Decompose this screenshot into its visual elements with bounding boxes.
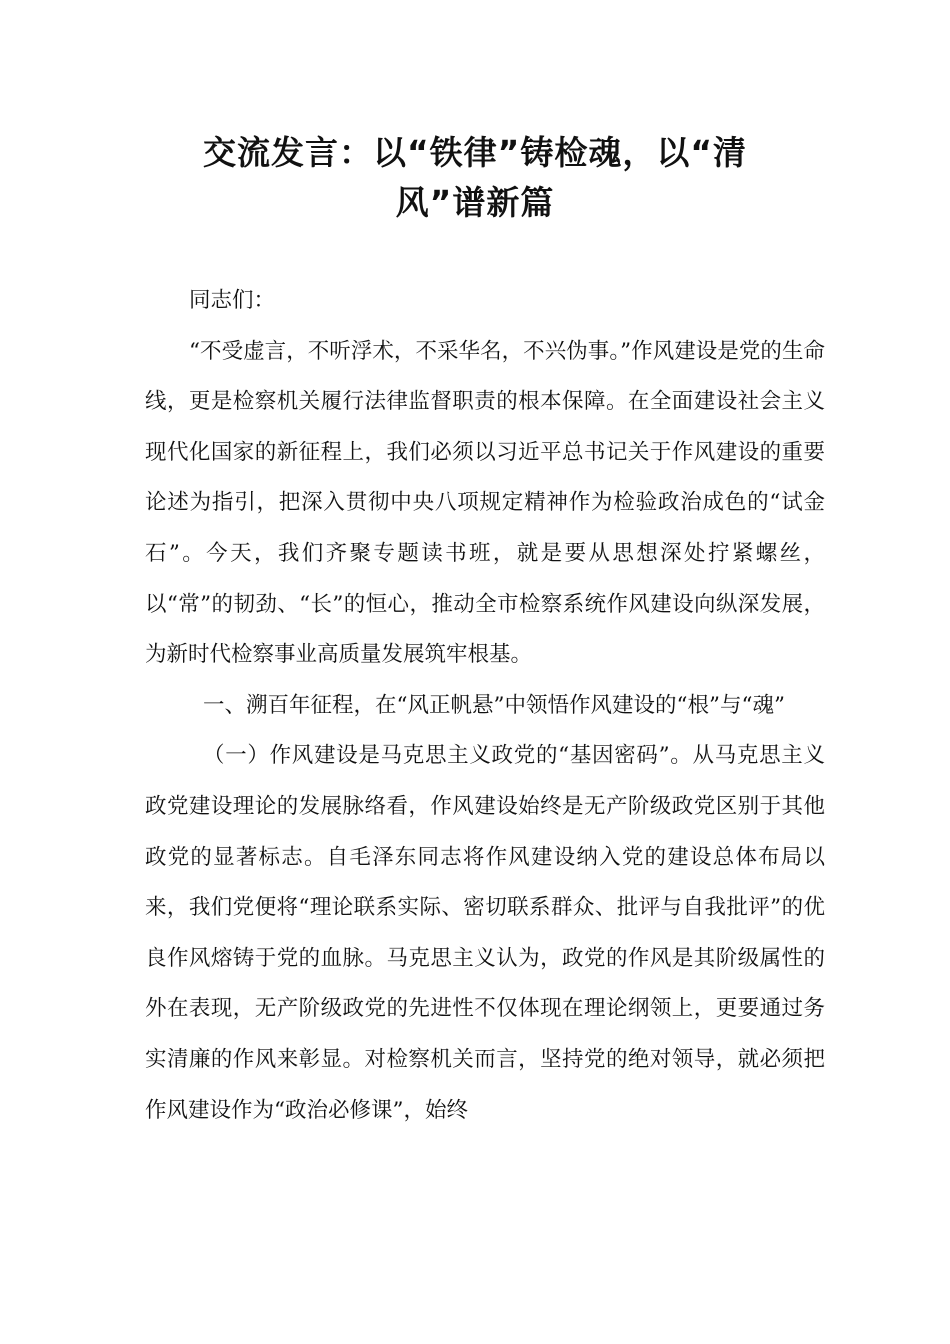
document-title — [150, 128, 800, 228]
paragraph-intro: “不受虚言，不听浮术，不采华名，不兴伪事。”作风建设是党的生命线，更是检察机关履行法律监督职责的根本保障。在全面建设社会主义现代化国家的新征程上，我们必须以习近平总书记关于作风建设的重要论述为指引，把深入贯彻中央八项规定精神作为检验政治成色的“试金石”。今天，我们齐聚专题读书班，就是要从思想深处拧紧螺丝，以“常”的韧劲、“长”的恒心，推动全市检察系统作风建设向纵深发展，为新时代检察事业高质量发展筑牢根基。 — [145, 338, 825, 668]
subsection-1: （一）作风建设是马克思主义政党的“基因密码”。从马克思主义政党建设理论的发展脉络看，作风建设始终是无产阶级政党区别于其他政党的显著标志。自毛泽东同志将作风建设纳入党的建设总体布局以来，我们党便将“理论联系实际、密切联系群众、批评与自我批评”的优良作风熔铸于党的血脉。马克思主义认为，政党的作风是其阶级属性的外在表现，无产阶级政党的先进性不仅体现在理论纲领上，更要通过务实清廉的作风来彰显。对检察机关而言，坚持党的绝对领导，就必须把作风建设作为“政治必修课”，始终 — [145, 743, 825, 1123]
title-line-2: 风”谱新篇 — [395, 183, 555, 222]
section-heading-1: 一、溯百年征程，在“风正帆悬”中领悟作风建设的“根”与“魂” — [203, 692, 785, 718]
greeting: 同志们： — [189, 288, 276, 313]
title-line-1: 交流发言：以“铁律”铸检魂，以“清 — [202, 133, 748, 172]
document-body — [145, 276, 825, 1136]
